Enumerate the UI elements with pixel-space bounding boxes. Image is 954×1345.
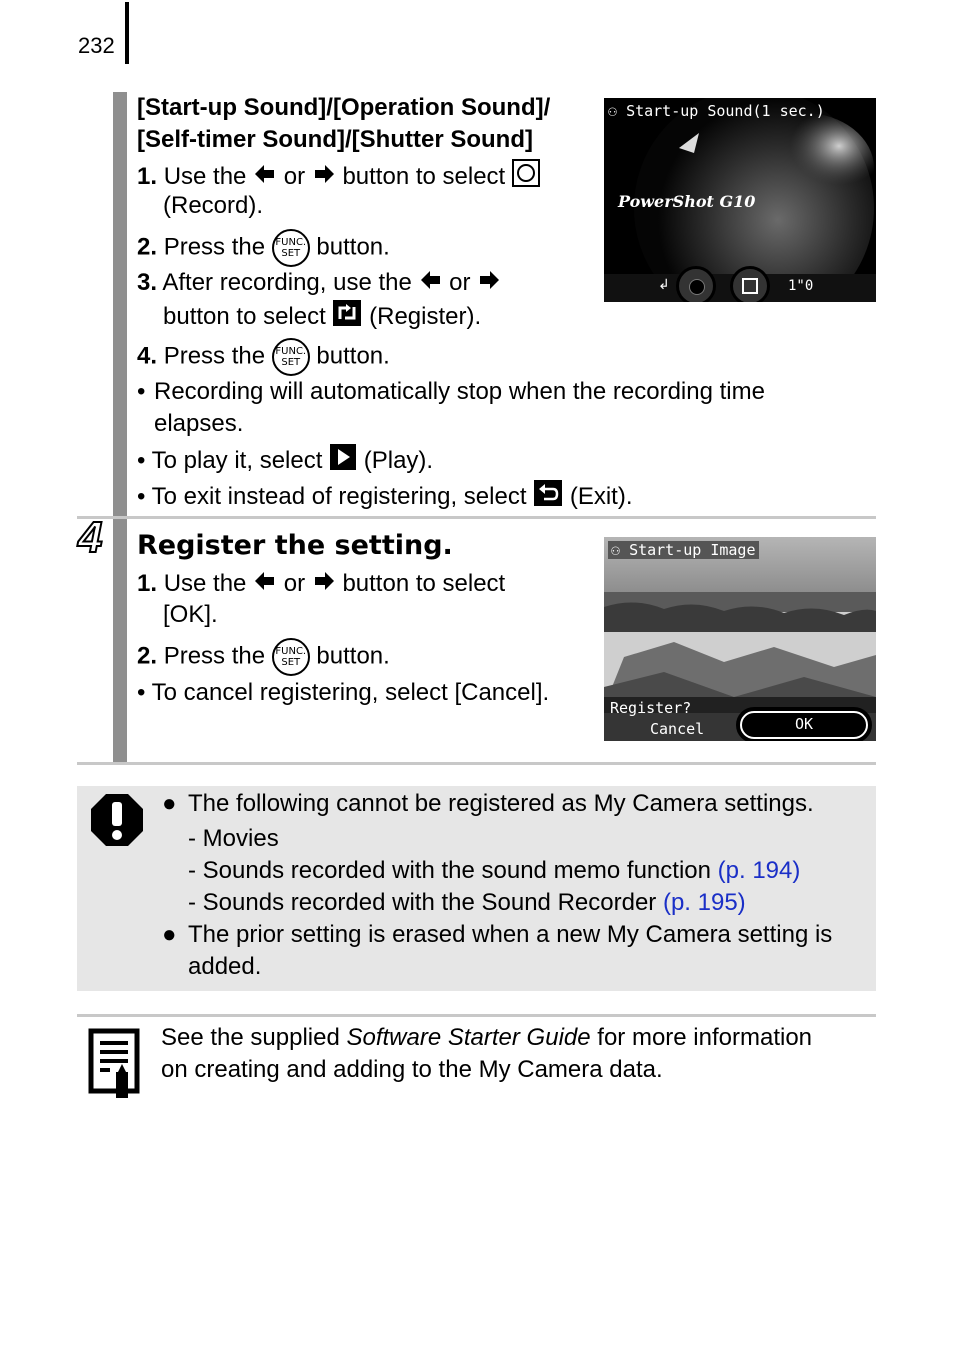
bullet-marker: • — [137, 446, 146, 474]
record-icon — [512, 159, 540, 196]
screen-title: Start-up Sound(1 sec.) — [626, 102, 825, 120]
bullet-item — [137, 677, 549, 709]
screen-record-button — [676, 266, 716, 302]
instruction-step — [163, 299, 481, 336]
left-arrow-icon — [253, 162, 277, 194]
mycamera-icon: ⚇ — [608, 102, 618, 120]
step-text: button to select — [163, 302, 326, 330]
step-text: or — [283, 162, 306, 190]
page-number: 232 — [78, 33, 115, 58]
step-text: button. — [316, 342, 390, 370]
step-text: Press the — [163, 342, 266, 370]
caution-text: Sounds recorded with the sound memo function — [202, 857, 711, 884]
step-number: 1. — [137, 570, 158, 597]
instruction-step — [137, 568, 505, 601]
ok-option[interactable] — [736, 707, 872, 741]
step-text: button. — [316, 642, 390, 670]
bullet-item — [137, 479, 633, 516]
screen-time: 1"0 — [788, 278, 814, 294]
step-text: button to select — [342, 570, 506, 597]
bullet-text: (Play). — [363, 446, 434, 474]
step-text: Press the — [163, 233, 266, 261]
bullet-text: Recording will automatically stop when the recording time — [154, 378, 765, 405]
step-text: [OK]. — [163, 601, 218, 628]
instruction-step — [137, 229, 390, 267]
section-divider — [77, 762, 876, 765]
step-number: 4. — [137, 342, 158, 370]
caution-sub-item: - Sounds recorded with the sound memo function (p. 194) — [188, 857, 801, 884]
step-number-large: 4 — [78, 513, 103, 562]
caution-text: The following cannot be registered as My Camera settings. — [188, 790, 814, 817]
right-arrow-icon — [312, 569, 336, 601]
bullet-text: To play it, select — [151, 446, 323, 474]
page-marker-bar — [125, 2, 129, 64]
caution-icon — [90, 793, 144, 852]
camera-screen-startup-sound — [604, 98, 876, 302]
left-arrow-icon — [419, 268, 443, 300]
func-set-button-icon: FUNC. SET — [272, 638, 310, 676]
camera-screen-startup-image — [604, 537, 876, 741]
section-heading: [Self-timer Sound]/[Shutter Sound] — [137, 126, 533, 153]
step-number: 1. — [137, 162, 158, 190]
screen-back-icon: ↲ — [658, 276, 670, 292]
caution-text: The prior setting is erased when a new My Camera setting is — [188, 921, 833, 948]
page-link[interactable]: (p. 194) — [717, 857, 801, 884]
memo-text: on creating and adding to the My Camera data. — [161, 1056, 663, 1083]
page-link[interactable]: (p. 195) — [662, 889, 746, 916]
mycamera-icon: ⚇ — [611, 541, 621, 559]
instruction-step — [137, 267, 501, 300]
register-icon — [332, 299, 362, 336]
step-text: Press the — [163, 642, 266, 670]
step-number: 2. — [137, 642, 158, 670]
bullet-marker: • — [137, 679, 146, 706]
instruction-step — [137, 338, 390, 376]
step-text: or — [449, 269, 471, 296]
screen-title: Start-up Image — [629, 541, 756, 559]
step-text: (Record). — [163, 192, 264, 219]
caution-text: Sounds recorded with the Sound Recorder — [202, 889, 657, 916]
memo-icon — [88, 1028, 140, 1105]
screen-title-row — [608, 541, 759, 559]
bullet-marker: • — [137, 378, 146, 405]
caution-text: added. — [188, 953, 262, 980]
memo-text-line — [161, 1022, 812, 1054]
step-heading: Register the setting. — [137, 530, 453, 561]
bullet-item — [137, 443, 433, 480]
memo-text: for more information — [597, 1024, 813, 1051]
func-set-button-icon: FUNC. SET — [272, 229, 310, 267]
step-text: or — [283, 570, 306, 597]
ok-label: OK — [794, 715, 814, 733]
right-arrow-icon — [477, 268, 501, 300]
exit-icon — [533, 479, 563, 516]
caution-bullet-marker: ● — [162, 921, 177, 948]
instruction-step — [137, 638, 390, 676]
caution-sub-item: - Sounds recorded with the Sound Recorder (p. 195) — [188, 889, 746, 916]
register-prompt: Register? — [610, 699, 692, 717]
step-text: (Register). — [369, 302, 482, 330]
caution-sub-item: - Movies — [188, 825, 279, 852]
step-text: Use the — [163, 162, 247, 190]
section-heading: [Start-up Sound]/[Operation Sound]/ — [137, 94, 551, 121]
caution-text: Movies — [202, 825, 279, 852]
step-text: Use the — [163, 570, 247, 597]
bullet-text: elapses. — [154, 410, 244, 437]
bullet-text: (Exit). — [569, 482, 633, 510]
memo-divider — [77, 1014, 876, 1017]
play-icon — [329, 443, 357, 480]
left-arrow-icon — [253, 569, 277, 601]
bullet-text: To cancel registering, select [Cancel]. — [151, 679, 550, 706]
step-number: 2. — [137, 233, 158, 261]
caution-bullet-marker: ● — [162, 790, 177, 817]
section-side-bar — [113, 92, 127, 762]
func-set-button-icon: FUNC. SET — [272, 338, 310, 376]
step-text: After recording, use the — [162, 269, 412, 296]
bullet-text: To exit instead of registering, select — [151, 482, 527, 510]
memo-guide-title: Software Starter Guide — [346, 1024, 591, 1051]
screen-register-button — [730, 266, 770, 302]
brand-logo: PowerShot G10 — [618, 192, 756, 211]
memo-text: See the supplied — [161, 1024, 340, 1051]
bullet-marker: • — [137, 482, 146, 510]
step-number: 3. — [137, 269, 158, 296]
screen-title-row — [608, 102, 825, 120]
step-text: button. — [316, 233, 390, 261]
cancel-option[interactable]: Cancel — [650, 720, 705, 738]
step-text: button to select — [342, 162, 506, 190]
right-arrow-icon — [312, 162, 336, 194]
section-divider — [77, 516, 876, 519]
